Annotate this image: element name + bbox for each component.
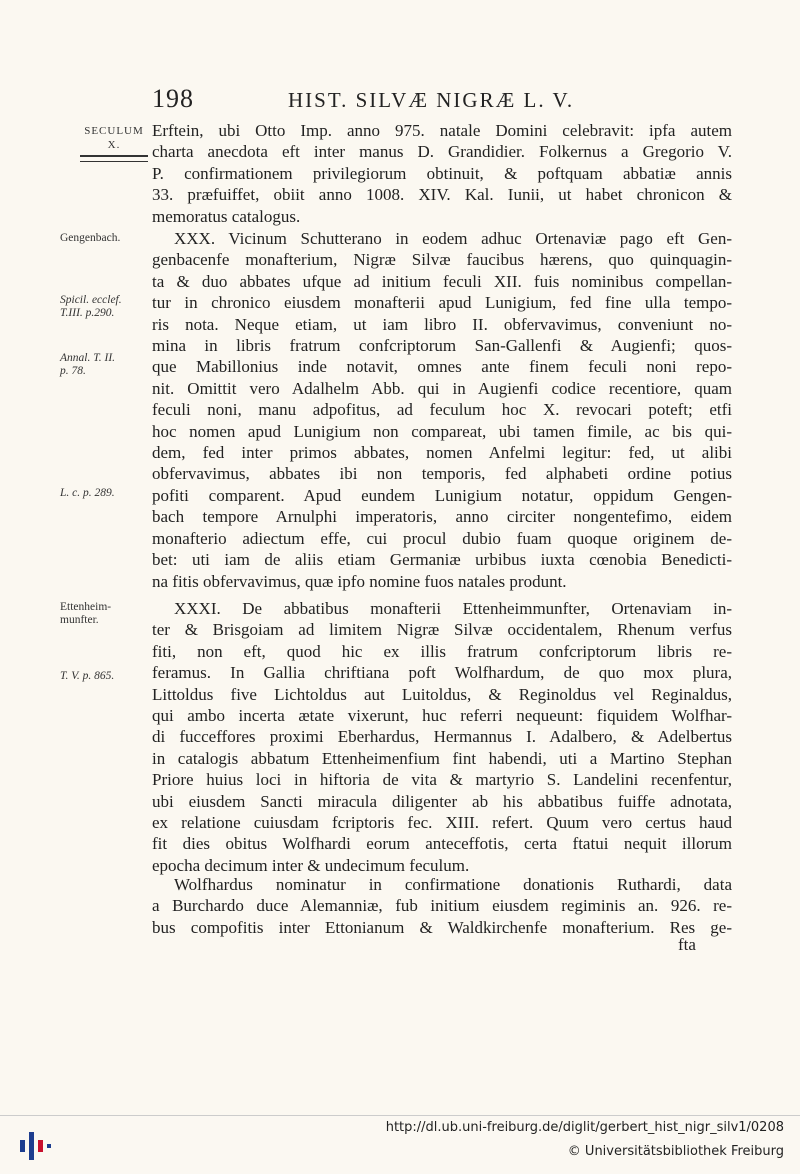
text-line: in catalogis abbatum Ettenheimenfium fint habendi, uti a Martino Stephan — [152, 748, 732, 768]
margin-note-ettenheim-line1: Ettenheim- — [60, 601, 112, 613]
page-header — [0, 84, 800, 118]
margin-note-ettenheim-line2: munfter. — [60, 614, 99, 626]
text-line: ubi eiusdem Sancti miracula diligenter ab his abbatibus fuiffe adnotata, — [152, 791, 732, 811]
text-line: feculi noni, manu adpofitus, ad feculum hoc X. revocari poteft; etfi — [152, 400, 732, 420]
text-line: Erftein, ubi Otto Imp. anno 975. natale Domini celebravit: ipfa autem — [152, 121, 732, 140]
text-line: obfervavimus, abbates ibi non temporis, fed alphabeti ordine potius — [152, 464, 732, 484]
text-line: Wolfhardus nominatur in confirmatione donationis Ruthardi, data — [174, 875, 732, 894]
text-line: charta anecdota eft inter manus D. Grandidier. Folkernus a Gregorio V. — [152, 142, 732, 162]
text-line: monafterio adiectum effe, cui procul dubio fuam quoque originem de- — [152, 528, 732, 548]
text-line: Littoldus five Lichtoldus aut Luitoldus, & Reginoldus vel Reginaldus, — [152, 684, 732, 704]
margin-note-spicil-line2: T.III. p.290. — [60, 307, 115, 319]
margin-note-annal — [60, 352, 152, 378]
text-line: XXX. Vicinum Schutterano in eodem adhuc Ortenaviæ pago eft Gen- — [174, 229, 732, 248]
seculum-number: X. — [107, 139, 121, 151]
text-line: fiti, non eft, quod hic ex illis fratrum confcriptorum libris re- — [152, 641, 732, 661]
text-line: ter & Brisgoiam ad limitem Nigræ Silvæ occidentalem, Rhenum verfus — [152, 620, 732, 640]
catchword: fta — [678, 935, 696, 954]
text-line: pofiti comparent. Apud eundem Lunigium notatur, oppidum Gengen- — [152, 485, 732, 505]
text-line: dem, fed inter primos abbates, nomen Anfelmi legitur: fed, ut alibi — [152, 443, 732, 463]
seculum-rule — [80, 155, 148, 162]
margin-note-annal-line2: p. 78. — [60, 365, 86, 377]
text-line: na fitis obfervavimus, quæ ipfo nomine fuos natales produnt. — [152, 571, 567, 591]
copyright-notice: © Universitätsbibliothek Freiburg — [567, 1144, 784, 1159]
text-line: ta & duo abbates ufque ad initium feculi XII. fuis nominibus compellan- — [152, 271, 732, 291]
text-line: mina in libris fratrum confcriptorum San-Gallenfi & Augienfi; quos- — [152, 336, 732, 356]
text-line: epocha decimum inter & undecimum feculum. — [152, 855, 470, 875]
text-line: bach tempore Arnulphi imperatoris, anno circiter nongentefimo, eidem — [152, 507, 732, 527]
paragraph-3 — [152, 598, 732, 876]
text-line: hoc nomen apud Lunigium non compareat, ubi tamen fimile, ac bis qui- — [152, 421, 732, 441]
margin-note-gengenbach: Gengenbach. — [60, 232, 121, 244]
text-line: 33. præfuiffet, obiit anno 1008. XIV. Kal. Iunii, ut habet chronicon & — [152, 185, 732, 205]
text-line: que Mabillonius inde notavit, omnes ante finem feculi noni repo- — [152, 357, 732, 377]
text-line: a Burchardo duce Alemanniæ, fub initium eiusdem regiminis an. 926. re- — [152, 896, 732, 916]
text-line: tur in chronico eiusdem monafterii apud Lunigium, fed fine ulla tempo- — [152, 293, 732, 313]
viewer-footer — [0, 1115, 800, 1174]
paragraph-2 — [152, 228, 732, 592]
text-line: bus compofitis inter Ettonianum & Waldkirchenfe monafterium. Res ge- — [152, 917, 732, 937]
margin-note-spicil — [60, 294, 152, 320]
text-line: di fucceffores proximi Eberhardus, Hermannus I. Adalbero, & Adelbertus — [152, 727, 732, 747]
text-line: qui ambo incerta ætate vixerunt, huc referri nequeunt: fiquidem Wolfhar- — [152, 706, 732, 726]
text-line: nit. Omittit vero Adalhelm Abb. qui in Augienfi codice recentiore, quam — [152, 378, 732, 398]
margin-note-lc: L. c. p. 289. — [60, 487, 115, 499]
text-line: Priore huius loci in hiftoria de vita & martyrio S. Landelini recenfentur, — [152, 770, 732, 790]
margin-note-ettenheim — [60, 601, 152, 627]
library-logo-icon — [14, 1126, 54, 1166]
seculum-label: SECULUM — [84, 125, 144, 137]
text-line: fit dies obitus Wolfhardi eorum anteceffotis, certa ftatui nequit illorum — [152, 834, 732, 854]
text-line: genbacenfe monafterium, Nigræ Silvæ faucibus hærens, quo quinquagin- — [152, 250, 732, 270]
page-number: 198 — [152, 84, 194, 113]
text-line: XXXI. De abbatibus monafterii Ettenheimmunfter, Ortenaviam in- — [174, 599, 732, 618]
running-title: HIST. SILVÆ NIGRÆ L. V. — [288, 88, 575, 112]
seculum-marker — [80, 124, 148, 162]
text-line: P. confirmationem privilegiorum obtinuit, & poftquam abbatiæ annis — [152, 163, 732, 183]
paragraph-1 — [152, 120, 732, 227]
text-line: memoratus catalogus. — [152, 206, 301, 226]
margin-note-spicil-line1: Spicil. ecclef. — [60, 294, 122, 306]
paragraph-4 — [152, 874, 732, 938]
text-line: ris nota. Neque etiam, ut iam libro II. obfervavimus, conveniunt no- — [152, 314, 732, 334]
text-line: ex relatione cuiusdam fcriptoris fec. XIII. refert. Quum vero certus haud — [152, 813, 732, 833]
margin-note-annal-line1: Annal. T. II. — [60, 352, 116, 364]
text-line: bet: uti iam de aliis etiam Germaniæ urbibus iuxta cœnobia Benedicti- — [152, 550, 732, 570]
document-url-link[interactable]: http://dl.ub.uni-freiburg.de/diglit/gerbert_hist_nigr_silv1/0208 — [385, 1120, 784, 1135]
text-line: feramus. In Gallia chriftiana poft Wolfhardum, de quo mox plura, — [152, 663, 732, 683]
margin-note-tv: T. V. p. 865. — [60, 670, 115, 682]
